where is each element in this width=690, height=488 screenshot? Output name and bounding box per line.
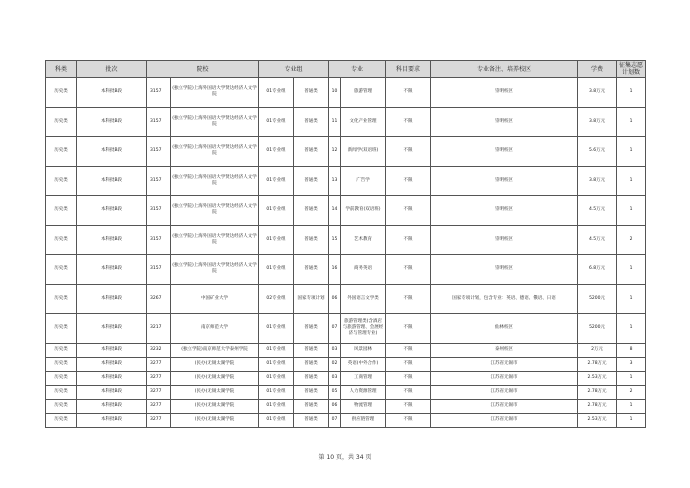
header-cell: 专业组 bbox=[259, 61, 329, 78]
school-code-cell: 3277 bbox=[147, 413, 171, 427]
major-group-cell: 01专业组 bbox=[259, 78, 294, 108]
major-note-cell: 江苏省无锡市 bbox=[431, 385, 578, 399]
major-code-cell: 03 bbox=[329, 343, 341, 357]
batch-cell: 本科批B段 bbox=[77, 255, 147, 285]
group-type-cell: 普通类 bbox=[294, 399, 329, 413]
school-code-cell: 3157 bbox=[147, 137, 171, 167]
school-code-cell: 3157 bbox=[147, 225, 171, 255]
subject-requirement-cell: 不限 bbox=[386, 343, 431, 357]
subject-category-cell: 历史类 bbox=[46, 314, 77, 344]
tuition-cell: 2.53万元 bbox=[578, 413, 617, 427]
header-cell: 专业备注、培养校区 bbox=[431, 61, 578, 78]
major-group-cell: 01专业组 bbox=[259, 225, 294, 255]
major-note-cell: 崇明校区 bbox=[431, 107, 578, 137]
group-type-cell: 普通类 bbox=[294, 371, 329, 385]
tuition-cell: 6.8万元 bbox=[578, 255, 617, 285]
batch-cell: 本科批B段 bbox=[77, 137, 147, 167]
school-name-cell: (独立学院)上海外国语大学贤达经济人文学院 bbox=[171, 166, 259, 196]
plan-count-cell: 2 bbox=[617, 385, 646, 399]
table-row bbox=[46, 255, 646, 285]
subject-requirement-cell: 不限 bbox=[386, 385, 431, 399]
school-name-cell: 中国矿业大学 bbox=[171, 284, 259, 314]
subject-category-cell: 历史类 bbox=[46, 399, 77, 413]
table-row bbox=[46, 357, 646, 371]
group-type-cell: 普通类 bbox=[294, 107, 329, 137]
school-code-cell: 3267 bbox=[147, 284, 171, 314]
plan-count-cell: 1 bbox=[617, 284, 646, 314]
major-name-cell: 英语(中外合作) bbox=[341, 357, 386, 371]
batch-cell: 本科批B段 bbox=[77, 399, 147, 413]
header-cell: 科类 bbox=[46, 61, 77, 78]
subject-category-cell: 历史类 bbox=[46, 225, 77, 255]
subject-requirement-cell: 不限 bbox=[386, 196, 431, 226]
major-code-cell: 02 bbox=[329, 357, 341, 371]
plan-count-cell: 1 bbox=[617, 314, 646, 344]
school-name-cell: (独立学院)南京师范大学泰州学院 bbox=[171, 343, 259, 357]
major-name-cell: 旅游管理 bbox=[341, 78, 386, 108]
major-note-cell: 国家专项计划，包含专业：英语、德语、俄语、日语 bbox=[431, 284, 578, 314]
tuition-cell: 4.5万元 bbox=[578, 196, 617, 226]
major-name-cell: 新闻学(双语班) bbox=[341, 137, 386, 167]
major-name-cell: 工商管理 bbox=[341, 371, 386, 385]
major-code-cell: 16 bbox=[329, 255, 341, 285]
major-note-cell: 崇明校区 bbox=[431, 255, 578, 285]
major-note-cell: 江苏省无锡市 bbox=[431, 357, 578, 371]
subject-category-cell: 历史类 bbox=[46, 107, 77, 137]
plan-count-cell: 1 bbox=[617, 399, 646, 413]
group-type-cell: 普通类 bbox=[294, 225, 329, 255]
table-row bbox=[46, 137, 646, 167]
enrollment-table bbox=[45, 60, 646, 428]
table-row bbox=[46, 413, 646, 427]
major-name-cell: 艺术教育 bbox=[341, 225, 386, 255]
major-note-cell: 崇明校区 bbox=[431, 196, 578, 226]
major-name-cell: 商务英语 bbox=[341, 255, 386, 285]
major-name-cell: 供应链管理 bbox=[341, 413, 386, 427]
major-name-cell: 人力资源管理 bbox=[341, 385, 386, 399]
major-group-cell: 01专业组 bbox=[259, 255, 294, 285]
major-code-cell: 11 bbox=[329, 107, 341, 137]
table-row bbox=[46, 314, 646, 344]
major-name-cell: 物流管理 bbox=[341, 399, 386, 413]
header-cell: 专业 bbox=[329, 61, 386, 78]
major-group-cell: 01专业组 bbox=[259, 107, 294, 137]
school-code-cell: 3277 bbox=[147, 371, 171, 385]
school-code-cell: 3277 bbox=[147, 357, 171, 371]
school-name-cell: (独立学院)上海外国语大学贤达经济人文学院 bbox=[171, 196, 259, 226]
table-row bbox=[46, 284, 646, 314]
table-row bbox=[46, 166, 646, 196]
batch-cell: 本科批B段 bbox=[77, 413, 147, 427]
subject-requirement-cell: 不限 bbox=[386, 284, 431, 314]
school-name-cell: (独立学院)上海外国语大学贤达经济人文学院 bbox=[171, 255, 259, 285]
subject-requirement-cell: 不限 bbox=[386, 137, 431, 167]
plan-count-cell: 3 bbox=[617, 357, 646, 371]
group-type-cell: 普通类 bbox=[294, 385, 329, 399]
major-note-cell: 江苏省无锡市 bbox=[431, 413, 578, 427]
major-note-cell: 崇明校区 bbox=[431, 78, 578, 108]
plan-count-cell: 1 bbox=[617, 166, 646, 196]
table-row bbox=[46, 343, 646, 357]
plan-count-cell: 1 bbox=[617, 78, 646, 108]
school-name-cell: (民办)无锡太湖学院 bbox=[171, 357, 259, 371]
major-code-cell: 10 bbox=[329, 78, 341, 108]
school-name-cell: (独立学院)上海外国语大学贤达经济人文学院 bbox=[171, 225, 259, 255]
subject-category-cell: 历史类 bbox=[46, 196, 77, 226]
header-cell: 征集志愿计划数 bbox=[617, 61, 646, 78]
tuition-cell: 5.6万元 bbox=[578, 137, 617, 167]
school-code-cell: 3277 bbox=[147, 399, 171, 413]
subject-requirement-cell: 不限 bbox=[386, 255, 431, 285]
group-type-cell: 普通类 bbox=[294, 357, 329, 371]
group-type-cell: 普通类 bbox=[294, 78, 329, 108]
school-code-cell: 3277 bbox=[147, 385, 171, 399]
major-note-cell: 江苏省无锡市 bbox=[431, 371, 578, 385]
group-type-cell: 普通类 bbox=[294, 137, 329, 167]
school-code-cell: 3217 bbox=[147, 314, 171, 344]
batch-cell: 本科批B段 bbox=[77, 385, 147, 399]
major-name-cell: 风景园林 bbox=[341, 343, 386, 357]
tuition-cell: 2.53万元 bbox=[578, 371, 617, 385]
plan-count-cell: 2 bbox=[617, 225, 646, 255]
header-cell: 批次 bbox=[77, 61, 147, 78]
school-name-cell: (民办)无锡太湖学院 bbox=[171, 399, 259, 413]
table-row bbox=[46, 399, 646, 413]
batch-cell: 本科批B段 bbox=[77, 78, 147, 108]
major-code-cell: 12 bbox=[329, 137, 341, 167]
batch-cell: 本科批B段 bbox=[77, 166, 147, 196]
subject-category-cell: 历史类 bbox=[46, 413, 77, 427]
subject-requirement-cell: 不限 bbox=[386, 357, 431, 371]
tuition-cell: 2万元 bbox=[578, 343, 617, 357]
major-note-cell: 崇明校区 bbox=[431, 225, 578, 255]
group-type-cell: 普通类 bbox=[294, 343, 329, 357]
major-group-cell: 01专业组 bbox=[259, 196, 294, 226]
subject-requirement-cell: 不限 bbox=[386, 225, 431, 255]
major-name-cell: 外国语言文学类 bbox=[341, 284, 386, 314]
plan-count-cell: 1 bbox=[617, 137, 646, 167]
subject-category-cell: 历史类 bbox=[46, 255, 77, 285]
school-name-cell: (独立学院)上海外国语大学贤达经济人文学院 bbox=[171, 107, 259, 137]
school-code-cell: 3157 bbox=[147, 255, 171, 285]
subject-category-cell: 历史类 bbox=[46, 78, 77, 108]
batch-cell: 本科批B段 bbox=[77, 284, 147, 314]
batch-cell: 本科批B段 bbox=[77, 107, 147, 137]
major-group-cell: 01专业组 bbox=[259, 413, 294, 427]
major-note-cell: 江苏省无锡市 bbox=[431, 399, 578, 413]
plan-count-cell: 1 bbox=[617, 255, 646, 285]
major-note-cell: 崇明校区 bbox=[431, 137, 578, 167]
major-group-cell: 01专业组 bbox=[259, 166, 294, 196]
major-code-cell: 13 bbox=[329, 166, 341, 196]
major-group-cell: 01专业组 bbox=[259, 314, 294, 344]
school-code-cell: 3157 bbox=[147, 196, 171, 226]
table-body bbox=[46, 78, 646, 428]
page-footer: 第 10 页，共 34 页 bbox=[318, 454, 372, 461]
header-cell: 学费 bbox=[578, 61, 617, 78]
tuition-cell: 3.8万元 bbox=[578, 107, 617, 137]
group-type-cell: 普通类 bbox=[294, 255, 329, 285]
tuition-cell: 3.8万元 bbox=[578, 166, 617, 196]
subject-category-cell: 历史类 bbox=[46, 385, 77, 399]
major-code-cell: 06 bbox=[329, 399, 341, 413]
school-code-cell: 3157 bbox=[147, 107, 171, 137]
tuition-cell: 2.78万元 bbox=[578, 357, 617, 371]
subject-requirement-cell: 不限 bbox=[386, 314, 431, 344]
major-code-cell: 14 bbox=[329, 196, 341, 226]
school-name-cell: (民办)无锡太湖学院 bbox=[171, 371, 259, 385]
tuition-cell: 5200元 bbox=[578, 284, 617, 314]
plan-count-cell: 1 bbox=[617, 413, 646, 427]
major-code-cell: 07 bbox=[329, 413, 341, 427]
batch-cell: 本科批B段 bbox=[77, 343, 147, 357]
school-name-cell: (独立学院)上海外国语大学贤达经济人文学院 bbox=[171, 78, 259, 108]
school-code-cell: 3157 bbox=[147, 166, 171, 196]
major-note-cell: 泰州校区 bbox=[431, 343, 578, 357]
subject-category-cell: 历史类 bbox=[46, 343, 77, 357]
major-code-cell: 05 bbox=[329, 385, 341, 399]
subject-requirement-cell: 不限 bbox=[386, 371, 431, 385]
group-type-cell: 普通类 bbox=[294, 413, 329, 427]
table-row bbox=[46, 385, 646, 399]
tuition-cell: 2.78万元 bbox=[578, 385, 617, 399]
major-group-cell: 01专业组 bbox=[259, 385, 294, 399]
school-name-cell: (民办)无锡太湖学院 bbox=[171, 385, 259, 399]
major-name-cell: 旅游管理类(含酒店与旅游管理、会展经济与管理专业) bbox=[341, 314, 386, 344]
batch-cell: 本科批B段 bbox=[77, 357, 147, 371]
table-row bbox=[46, 107, 646, 137]
school-name-cell: (独立学院)上海外国语大学贤达经济人文学院 bbox=[171, 137, 259, 167]
tuition-cell: 2.78万元 bbox=[578, 399, 617, 413]
subject-category-cell: 历史类 bbox=[46, 166, 77, 196]
group-type-cell: 普通类 bbox=[294, 196, 329, 226]
subject-requirement-cell: 不限 bbox=[386, 399, 431, 413]
plan-count-cell: 1 bbox=[617, 107, 646, 137]
table-row bbox=[46, 196, 646, 226]
major-group-cell: 01专业组 bbox=[259, 343, 294, 357]
major-name-cell: 文化产业管理 bbox=[341, 107, 386, 137]
plan-count-cell: 1 bbox=[617, 371, 646, 385]
major-group-cell: 02专业组 bbox=[259, 284, 294, 314]
subject-category-cell: 历史类 bbox=[46, 357, 77, 371]
major-note-cell: 崇明校区 bbox=[431, 166, 578, 196]
major-name-cell: 广告学 bbox=[341, 166, 386, 196]
tuition-cell: 5200元 bbox=[578, 314, 617, 344]
major-code-cell: 07 bbox=[329, 314, 341, 344]
table-row bbox=[46, 78, 646, 108]
subject-requirement-cell: 不限 bbox=[386, 78, 431, 108]
table-header-row bbox=[46, 61, 646, 78]
major-code-cell: 03 bbox=[329, 371, 341, 385]
major-code-cell: 15 bbox=[329, 225, 341, 255]
major-group-cell: 01专业组 bbox=[259, 357, 294, 371]
school-code-cell: 3157 bbox=[147, 78, 171, 108]
major-group-cell: 01专业组 bbox=[259, 137, 294, 167]
subject-category-cell: 历史类 bbox=[46, 371, 77, 385]
table-row bbox=[46, 225, 646, 255]
table-row bbox=[46, 371, 646, 385]
major-group-cell: 01专业组 bbox=[259, 399, 294, 413]
batch-cell: 本科批B段 bbox=[77, 314, 147, 344]
plan-count-cell: 8 bbox=[617, 343, 646, 357]
subject-category-cell: 历史类 bbox=[46, 137, 77, 167]
document-page bbox=[45, 60, 645, 428]
header-cell: 科目要求 bbox=[386, 61, 431, 78]
major-note-cell: 仙林校区 bbox=[431, 314, 578, 344]
school-code-cell: 3232 bbox=[147, 343, 171, 357]
batch-cell: 本科批B段 bbox=[77, 196, 147, 226]
subject-requirement-cell: 不限 bbox=[386, 107, 431, 137]
tuition-cell: 3.8万元 bbox=[578, 78, 617, 108]
subject-category-cell: 历史类 bbox=[46, 284, 77, 314]
batch-cell: 本科批B段 bbox=[77, 371, 147, 385]
subject-requirement-cell: 不限 bbox=[386, 413, 431, 427]
major-code-cell: 06 bbox=[329, 284, 341, 314]
group-type-cell: 普通类 bbox=[294, 314, 329, 344]
subject-requirement-cell: 不限 bbox=[386, 166, 431, 196]
major-group-cell: 01专业组 bbox=[259, 371, 294, 385]
school-name-cell: (民办)无锡太湖学院 bbox=[171, 413, 259, 427]
batch-cell: 本科批B段 bbox=[77, 225, 147, 255]
tuition-cell: 4.5万元 bbox=[578, 225, 617, 255]
school-name-cell: 南京师范大学 bbox=[171, 314, 259, 344]
group-type-cell: 普通类 bbox=[294, 166, 329, 196]
header-cell: 院校 bbox=[147, 61, 259, 78]
major-name-cell: 学前教育(双语班) bbox=[341, 196, 386, 226]
plan-count-cell: 1 bbox=[617, 196, 646, 226]
group-type-cell: 国家专项计划 bbox=[294, 284, 329, 314]
